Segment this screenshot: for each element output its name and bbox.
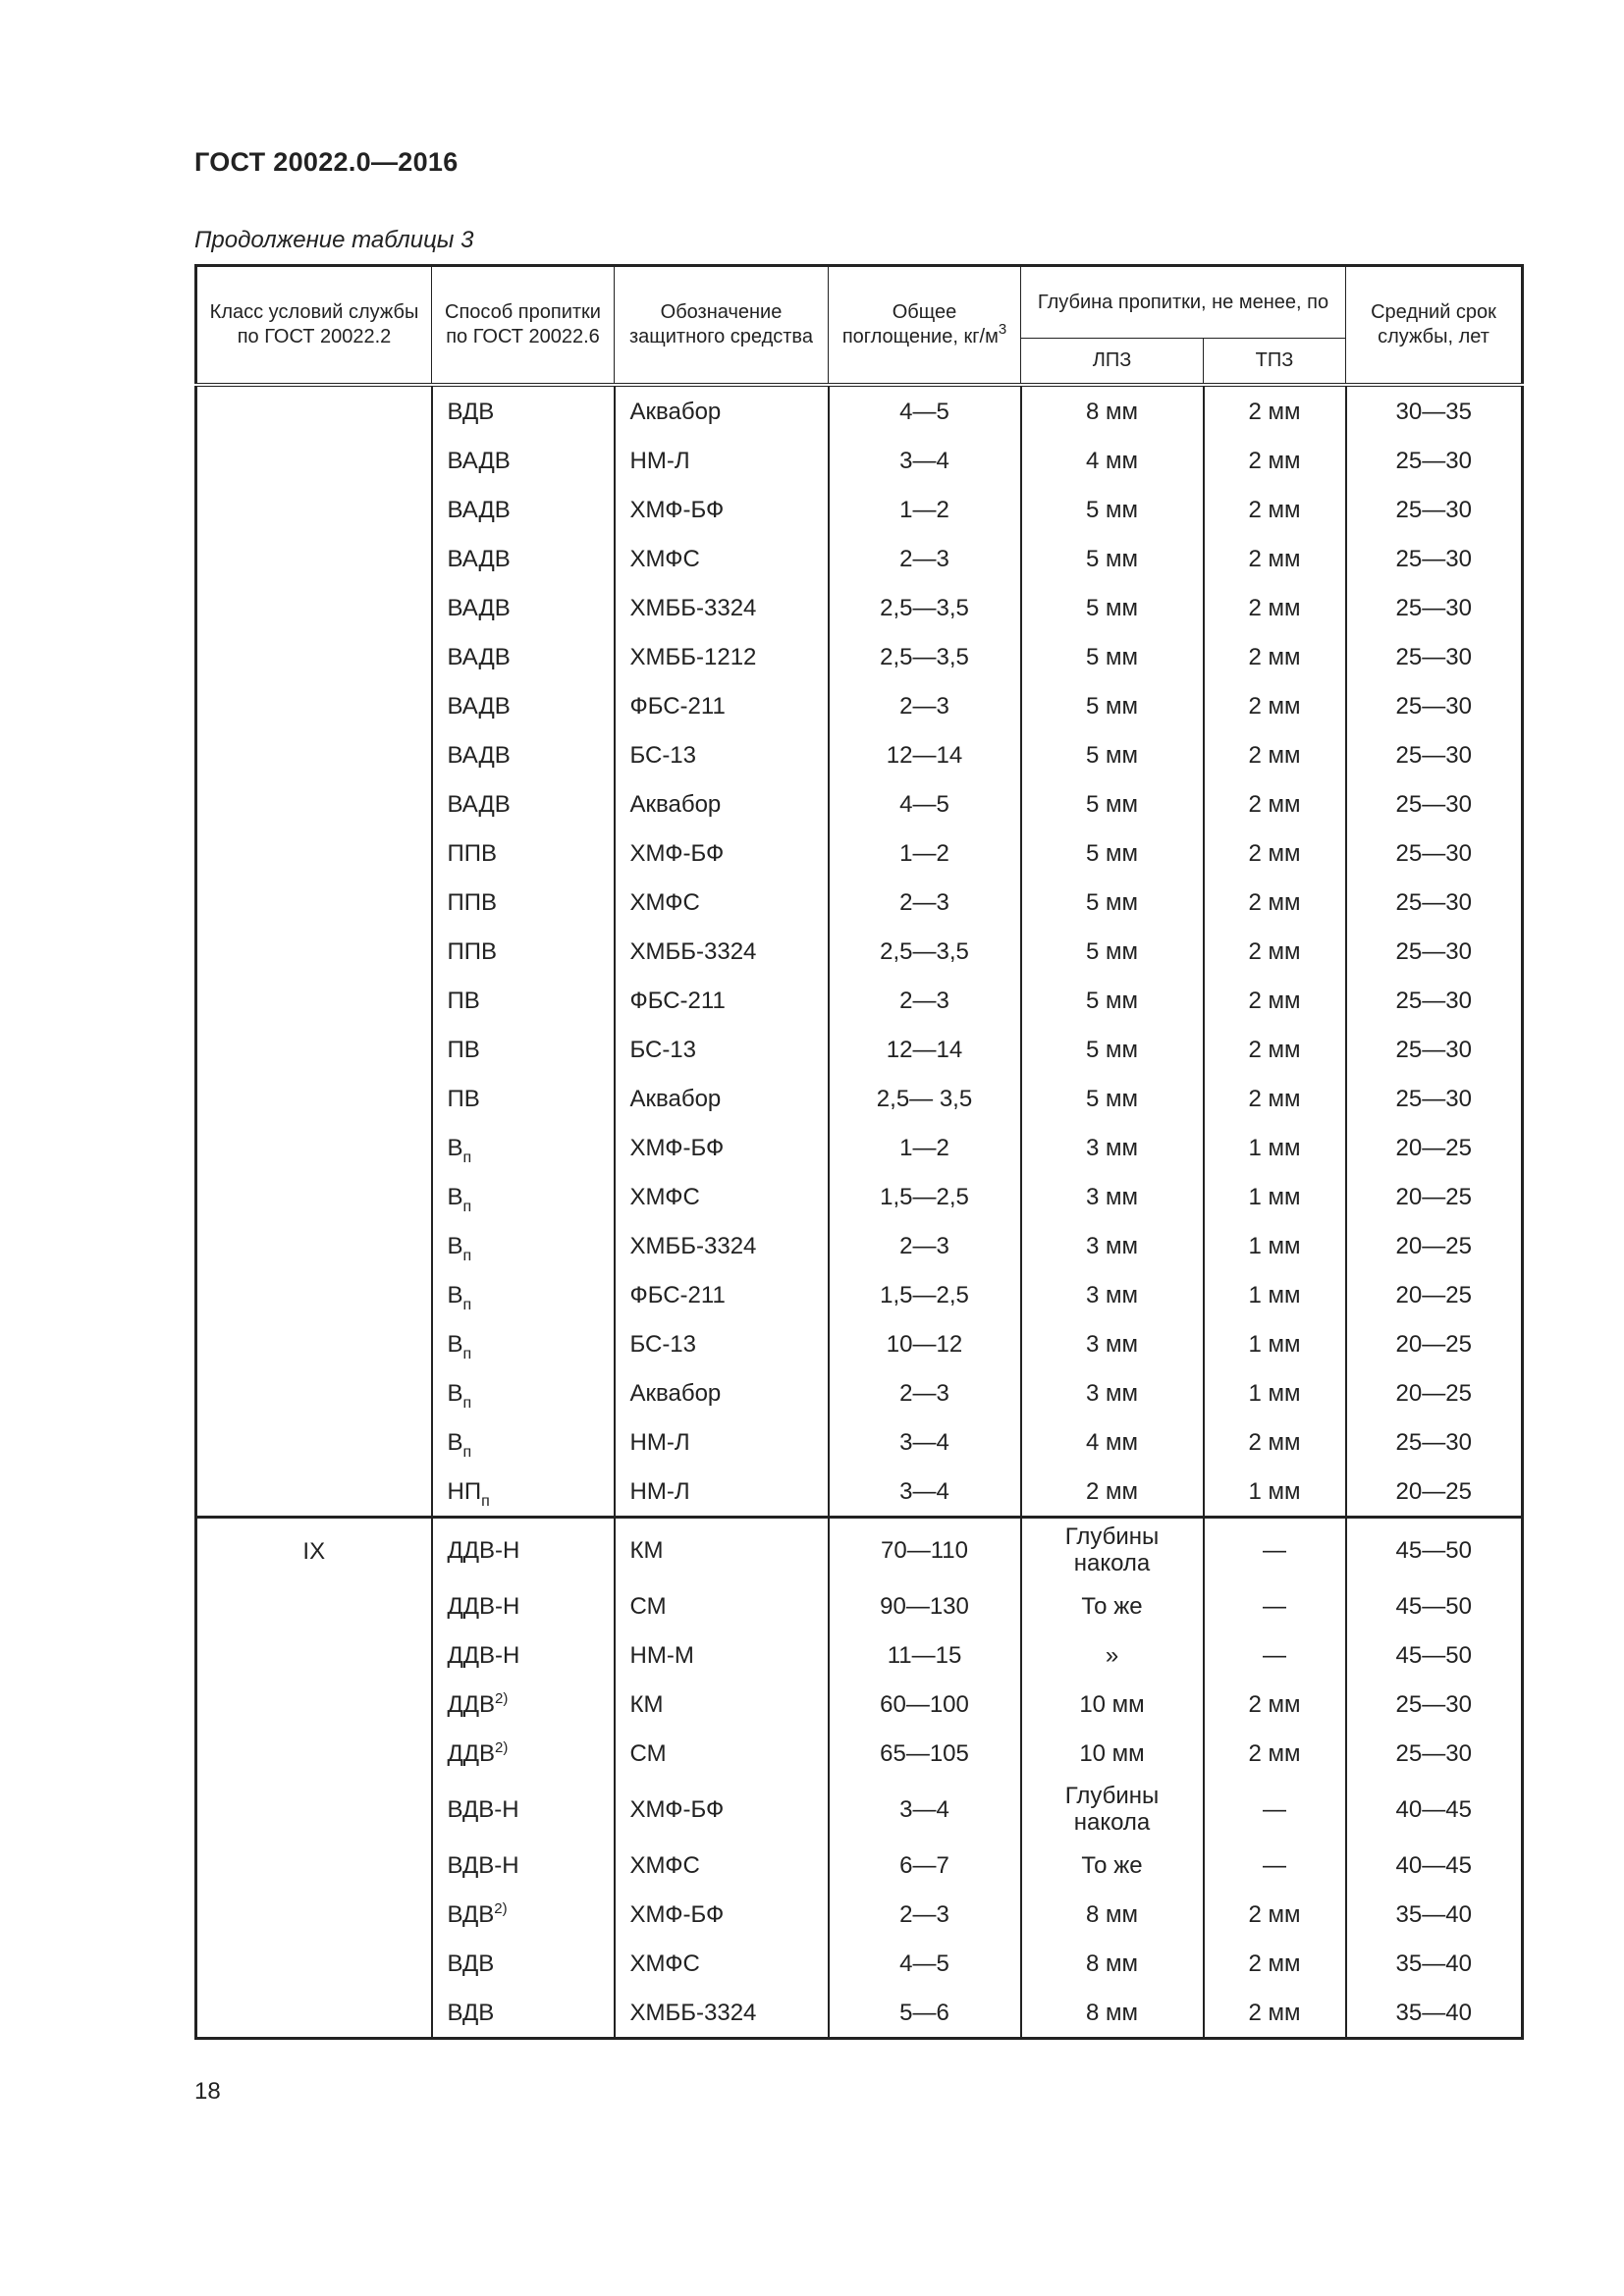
cell-absorption: 2—3 xyxy=(829,1368,1021,1417)
cell-life: 20—25 xyxy=(1346,1368,1523,1417)
cell-method xyxy=(432,730,615,779)
cell-method xyxy=(432,385,615,436)
method-text: ВДВ xyxy=(447,1949,495,1977)
cell-lpz: 3 мм xyxy=(1021,1172,1204,1221)
cell-tpz: 2 мм xyxy=(1204,1025,1346,1074)
cell-life: 35—40 xyxy=(1346,1988,1523,2039)
cell-absorption: 1—2 xyxy=(829,1123,1021,1172)
cell-life: 40—45 xyxy=(1346,1778,1523,1841)
cell-agent: ХМФ-БФ xyxy=(615,1123,829,1172)
cell-lpz: 5 мм xyxy=(1021,779,1204,828)
cell-life: 45—50 xyxy=(1346,1630,1523,1680)
cell-method xyxy=(432,878,615,927)
cell-agent: ХМФ-БФ xyxy=(615,1890,829,1939)
cell-tpz: 2 мм xyxy=(1204,534,1346,583)
method-subscript: п xyxy=(462,1296,472,1313)
cell-life: 30—35 xyxy=(1346,385,1523,436)
cell-tpz: — xyxy=(1204,1630,1346,1680)
cell-lpz: 8 мм xyxy=(1021,385,1204,436)
cell-method xyxy=(432,1025,615,1074)
cell-absorption: 1—2 xyxy=(829,485,1021,534)
cell-lpz: 10 мм xyxy=(1021,1729,1204,1778)
cell-class xyxy=(196,385,432,1518)
cell-agent: ХМФС xyxy=(615,878,829,927)
method-text: НП xyxy=(447,1477,482,1505)
cell-tpz: 1 мм xyxy=(1204,1319,1346,1368)
cell-agent: НМ-Л xyxy=(615,1417,829,1467)
cell-absorption: 2—3 xyxy=(829,1890,1021,1939)
cell-method xyxy=(432,632,615,681)
cell-lpz: 5 мм xyxy=(1021,632,1204,681)
cell-lpz: 5 мм xyxy=(1021,878,1204,927)
cell-agent: НМ-Л xyxy=(615,1467,829,1518)
cell-method xyxy=(432,583,615,632)
data-table xyxy=(194,264,1524,2040)
cell-lpz: 5 мм xyxy=(1021,976,1204,1025)
cell-method xyxy=(432,1630,615,1680)
cell-lpz: 8 мм xyxy=(1021,1939,1204,1988)
method-text: ВАДВ xyxy=(447,447,511,474)
cell-absorption: 2,5—3,5 xyxy=(829,927,1021,976)
method-text: ВДВ-Н xyxy=(447,1851,519,1879)
cell-tpz: 2 мм xyxy=(1204,385,1346,436)
method-subscript: п xyxy=(462,1247,472,1264)
cell-life: 45—50 xyxy=(1346,1518,1523,1582)
cell-tpz: 2 мм xyxy=(1204,436,1346,485)
cell-life: 25—30 xyxy=(1346,878,1523,927)
method-text: ВДВ-Н xyxy=(447,1795,519,1823)
cell-agent: Аквабор xyxy=(615,779,829,828)
cell-method xyxy=(432,1680,615,1729)
table-section-1 xyxy=(196,385,1523,1518)
method-text: ППВ xyxy=(447,839,498,867)
cell-absorption: 2—3 xyxy=(829,681,1021,730)
cell-absorption: 2,5—3,5 xyxy=(829,632,1021,681)
method-subscript: п xyxy=(462,1345,472,1362)
cell-absorption: 6—7 xyxy=(829,1841,1021,1890)
cell-lpz: То же xyxy=(1021,1581,1204,1630)
cell-agent: ХМББ-1212 xyxy=(615,632,829,681)
cell-life: 45—50 xyxy=(1346,1581,1523,1630)
cell-method xyxy=(432,681,615,730)
cell-method xyxy=(432,1988,615,2039)
cell-lpz: 5 мм xyxy=(1021,1025,1204,1074)
cell-agent: ХМФС xyxy=(615,1939,829,1988)
cell-class: IX xyxy=(196,1518,432,2039)
cell-life: 25—30 xyxy=(1346,1417,1523,1467)
cell-method xyxy=(432,485,615,534)
cell-tpz: 2 мм xyxy=(1204,730,1346,779)
cell-absorption: 70—110 xyxy=(829,1518,1021,1582)
cell-life: 25—30 xyxy=(1346,632,1523,681)
cell-absorption: 11—15 xyxy=(829,1630,1021,1680)
cell-life: 20—25 xyxy=(1346,1319,1523,1368)
cell-lpz: » xyxy=(1021,1630,1204,1680)
cell-life: 20—25 xyxy=(1346,1172,1523,1221)
cell-method xyxy=(432,534,615,583)
cell-agent: ХМФС xyxy=(615,534,829,583)
cell-absorption: 2—3 xyxy=(829,534,1021,583)
cell-agent: ХМББ-3324 xyxy=(615,1221,829,1270)
cell-agent: БС-13 xyxy=(615,730,829,779)
cell-tpz: — xyxy=(1204,1581,1346,1630)
cell-life: 25—30 xyxy=(1346,1025,1523,1074)
method-text: В xyxy=(447,1379,463,1407)
header-method: Способ пропитки по ГОСТ 20022.6 xyxy=(432,266,615,386)
cell-agent: Аквабор xyxy=(615,385,829,436)
cell-lpz: 8 мм xyxy=(1021,1988,1204,2039)
cell-method xyxy=(432,1123,615,1172)
cell-life: 25—30 xyxy=(1346,828,1523,878)
cell-tpz: 2 мм xyxy=(1204,927,1346,976)
cell-agent: ХМФС xyxy=(615,1172,829,1221)
cell-absorption: 4—5 xyxy=(829,779,1021,828)
cell-tpz: 1 мм xyxy=(1204,1221,1346,1270)
method-text: ВДВ xyxy=(447,1900,495,1928)
cell-absorption: 3—4 xyxy=(829,1778,1021,1841)
cell-method xyxy=(432,1939,615,1988)
cell-tpz: 2 мм xyxy=(1204,1417,1346,1467)
cell-agent: НМ-М xyxy=(615,1630,829,1680)
cell-life: 25—30 xyxy=(1346,1680,1523,1729)
cell-lpz: 2 мм xyxy=(1021,1467,1204,1518)
cell-life: 25—30 xyxy=(1346,779,1523,828)
cell-tpz: 2 мм xyxy=(1204,1939,1346,1988)
cell-lpz: 3 мм xyxy=(1021,1221,1204,1270)
cell-method xyxy=(432,1221,615,1270)
method-footnote-ref: 2) xyxy=(494,1899,508,1917)
cell-life: 25—30 xyxy=(1346,583,1523,632)
cell-agent: СМ xyxy=(615,1581,829,1630)
header-tpz: ТПЗ xyxy=(1204,339,1346,386)
cell-tpz: 1 мм xyxy=(1204,1368,1346,1417)
table-header xyxy=(196,266,1523,386)
cell-life: 35—40 xyxy=(1346,1939,1523,1988)
method-text: В xyxy=(447,1330,463,1358)
cell-tpz: 1 мм xyxy=(1204,1270,1346,1319)
cell-lpz: 3 мм xyxy=(1021,1368,1204,1417)
method-text: В xyxy=(447,1281,463,1308)
page-number: 18 xyxy=(194,2078,221,2105)
method-text: ВАДВ xyxy=(447,496,511,523)
method-subscript: п xyxy=(481,1492,490,1510)
header-life: Средний срок службы, лет xyxy=(1346,266,1523,386)
method-footnote-ref: 2) xyxy=(495,1738,509,1756)
cell-absorption: 2,5—3,5 xyxy=(829,583,1021,632)
cell-tpz: 2 мм xyxy=(1204,681,1346,730)
method-text: ППВ xyxy=(447,888,498,916)
cell-lpz: 8 мм xyxy=(1021,1890,1204,1939)
cell-absorption: 4—5 xyxy=(829,1939,1021,1988)
cell-method xyxy=(432,1319,615,1368)
cell-lpz: 3 мм xyxy=(1021,1123,1204,1172)
cell-life: 25—30 xyxy=(1346,1729,1523,1778)
cell-agent: ХМББ-3324 xyxy=(615,927,829,976)
method-text: ДДВ-Н xyxy=(447,1536,520,1564)
cell-method xyxy=(432,1074,615,1123)
cell-method xyxy=(432,1417,615,1467)
cell-life: 25—30 xyxy=(1346,534,1523,583)
cell-method xyxy=(432,976,615,1025)
cell-absorption: 12—14 xyxy=(829,1025,1021,1074)
header-agent: Обозначение защитного средства xyxy=(615,266,829,386)
cell-agent: ХМББ-3324 xyxy=(615,1988,829,2039)
method-text: ПВ xyxy=(447,1036,480,1063)
method-text: ВАДВ xyxy=(447,643,511,670)
cell-method xyxy=(432,1890,615,1939)
cell-lpz: То же xyxy=(1021,1841,1204,1890)
cell-tpz: 1 мм xyxy=(1204,1172,1346,1221)
cell-agent: КМ xyxy=(615,1518,829,1582)
header-depth: Глубина пропитки, не менее, по xyxy=(1021,266,1346,339)
method-text: ВАДВ xyxy=(447,741,511,769)
cell-absorption: 10—12 xyxy=(829,1319,1021,1368)
cell-life: 25—30 xyxy=(1346,1074,1523,1123)
cell-method xyxy=(432,927,615,976)
cell-method xyxy=(432,1467,615,1518)
cell-tpz: 2 мм xyxy=(1204,1890,1346,1939)
cell-agent: ФБС-211 xyxy=(615,1270,829,1319)
cell-agent: БС-13 xyxy=(615,1025,829,1074)
cell-tpz: — xyxy=(1204,1518,1346,1582)
cell-life: 25—30 xyxy=(1346,730,1523,779)
cell-method xyxy=(432,1841,615,1890)
cell-tpz: 2 мм xyxy=(1204,976,1346,1025)
cell-tpz: 2 мм xyxy=(1204,1680,1346,1729)
cell-life: 25—30 xyxy=(1346,976,1523,1025)
cell-agent: СМ xyxy=(615,1729,829,1778)
cell-tpz: 2 мм xyxy=(1204,583,1346,632)
method-text: ВДВ xyxy=(447,398,495,425)
cell-absorption: 2—3 xyxy=(829,878,1021,927)
table-row xyxy=(196,1518,1523,1582)
cell-tpz: — xyxy=(1204,1778,1346,1841)
cell-lpz: 5 мм xyxy=(1021,681,1204,730)
cell-absorption: 2—3 xyxy=(829,976,1021,1025)
cell-tpz: 2 мм xyxy=(1204,632,1346,681)
cell-lpz: 5 мм xyxy=(1021,485,1204,534)
cell-tpz: 2 мм xyxy=(1204,485,1346,534)
cell-tpz: 2 мм xyxy=(1204,1074,1346,1123)
cell-absorption: 90—130 xyxy=(829,1581,1021,1630)
cell-agent: ФБС-211 xyxy=(615,976,829,1025)
method-text: ДДВ-Н xyxy=(447,1641,520,1669)
cell-life: 25—30 xyxy=(1346,436,1523,485)
method-subscript: п xyxy=(462,1443,472,1461)
cell-tpz: 2 мм xyxy=(1204,1988,1346,2039)
table-section-2 xyxy=(196,1518,1523,2039)
cell-absorption: 12—14 xyxy=(829,730,1021,779)
cell-tpz: 2 мм xyxy=(1204,878,1346,927)
cell-life: 25—30 xyxy=(1346,485,1523,534)
cell-agent: ХМББ-3324 xyxy=(615,583,829,632)
cell-agent: Аквабор xyxy=(615,1368,829,1417)
cell-absorption: 60—100 xyxy=(829,1680,1021,1729)
cell-tpz: 2 мм xyxy=(1204,828,1346,878)
cell-life: 20—25 xyxy=(1346,1270,1523,1319)
cell-absorption: 3—4 xyxy=(829,436,1021,485)
method-text: ППВ xyxy=(447,937,498,965)
method-text: В xyxy=(447,1428,463,1456)
method-text: ВАДВ xyxy=(447,790,511,818)
method-text: В xyxy=(447,1232,463,1259)
method-text: ПВ xyxy=(447,1085,480,1112)
cell-life: 40—45 xyxy=(1346,1841,1523,1890)
cell-life: 20—25 xyxy=(1346,1123,1523,1172)
cell-method xyxy=(432,1270,615,1319)
cell-lpz: 5 мм xyxy=(1021,927,1204,976)
cell-method xyxy=(432,1368,615,1417)
cell-lpz: 4 мм xyxy=(1021,436,1204,485)
header-absorption xyxy=(829,266,1021,386)
cell-life: 20—25 xyxy=(1346,1467,1523,1518)
cell-lpz: 10 мм xyxy=(1021,1680,1204,1729)
cell-lpz: 3 мм xyxy=(1021,1270,1204,1319)
header-class: Класс условий службы по ГОСТ 20022.2 xyxy=(196,266,432,386)
cell-lpz: Глубины накола xyxy=(1021,1518,1204,1582)
method-subscript: п xyxy=(462,1148,472,1166)
cell-lpz: 5 мм xyxy=(1021,1074,1204,1123)
method-text: ВАДВ xyxy=(447,692,511,720)
cell-lpz: 5 мм xyxy=(1021,828,1204,878)
cell-lpz: 5 мм xyxy=(1021,583,1204,632)
cell-absorption: 1,5—2,5 xyxy=(829,1172,1021,1221)
method-text: ВДВ xyxy=(447,1999,495,2026)
cell-absorption: 1—2 xyxy=(829,828,1021,878)
cell-tpz: 2 мм xyxy=(1204,779,1346,828)
cell-absorption: 5—6 xyxy=(829,1988,1021,2039)
cell-agent: ХМФ-БФ xyxy=(615,1778,829,1841)
cell-life: 20—25 xyxy=(1346,1221,1523,1270)
method-text: ВАДВ xyxy=(447,545,511,572)
method-text: ВАДВ xyxy=(447,594,511,621)
cell-agent: ХМФ-БФ xyxy=(615,485,829,534)
cell-lpz: 5 мм xyxy=(1021,534,1204,583)
method-subscript: п xyxy=(462,1198,472,1215)
cell-method xyxy=(432,1729,615,1778)
table-row xyxy=(196,385,1523,436)
cell-lpz: 4 мм xyxy=(1021,1417,1204,1467)
method-text: ПВ xyxy=(447,987,480,1014)
cell-absorption: 3—4 xyxy=(829,1417,1021,1467)
cell-agent: БС-13 xyxy=(615,1319,829,1368)
cell-method xyxy=(432,1581,615,1630)
cell-lpz: 3 мм xyxy=(1021,1319,1204,1368)
document-code: ГОСТ 20022.0—2016 xyxy=(194,147,459,177)
header-absorption-sup: 3 xyxy=(998,321,1007,338)
method-text: ДДВ xyxy=(447,1690,496,1718)
cell-agent: ФБС-211 xyxy=(615,681,829,730)
cell-agent: ХМФС xyxy=(615,1841,829,1890)
method-text: ДДВ xyxy=(447,1739,496,1767)
cell-agent: Аквабор xyxy=(615,1074,829,1123)
method-subscript: п xyxy=(462,1394,472,1412)
cell-lpz: 5 мм xyxy=(1021,730,1204,779)
method-text: В xyxy=(447,1134,463,1161)
cell-agent: ХМФ-БФ xyxy=(615,828,829,878)
cell-agent: НМ-Л xyxy=(615,436,829,485)
cell-tpz: 1 мм xyxy=(1204,1123,1346,1172)
cell-method xyxy=(432,1778,615,1841)
cell-tpz: — xyxy=(1204,1841,1346,1890)
cell-method xyxy=(432,1518,615,1582)
method-text: В xyxy=(447,1183,463,1210)
cell-tpz: 2 мм xyxy=(1204,1729,1346,1778)
header-lpz: ЛПЗ xyxy=(1021,339,1204,386)
header-absorption-text: Общее поглощение, кг/м xyxy=(841,301,999,347)
cell-life: 35—40 xyxy=(1346,1890,1523,1939)
cell-absorption: 2—3 xyxy=(829,1221,1021,1270)
method-text: ДДВ-Н xyxy=(447,1592,520,1620)
method-footnote-ref: 2) xyxy=(495,1689,509,1707)
cell-lpz: Глубины накола xyxy=(1021,1778,1204,1841)
cell-tpz: 1 мм xyxy=(1204,1467,1346,1518)
cell-absorption: 65—105 xyxy=(829,1729,1021,1778)
cell-absorption: 2,5— 3,5 xyxy=(829,1074,1021,1123)
cell-method xyxy=(432,1172,615,1221)
cell-agent: КМ xyxy=(615,1680,829,1729)
cell-absorption: 4—5 xyxy=(829,385,1021,436)
cell-method xyxy=(432,779,615,828)
cell-absorption: 1,5—2,5 xyxy=(829,1270,1021,1319)
cell-life: 25—30 xyxy=(1346,681,1523,730)
cell-method xyxy=(432,436,615,485)
cell-life: 25—30 xyxy=(1346,927,1523,976)
cell-method xyxy=(432,828,615,878)
cell-absorption: 3—4 xyxy=(829,1467,1021,1518)
table-caption: Продолжение таблицы 3 xyxy=(194,227,474,253)
